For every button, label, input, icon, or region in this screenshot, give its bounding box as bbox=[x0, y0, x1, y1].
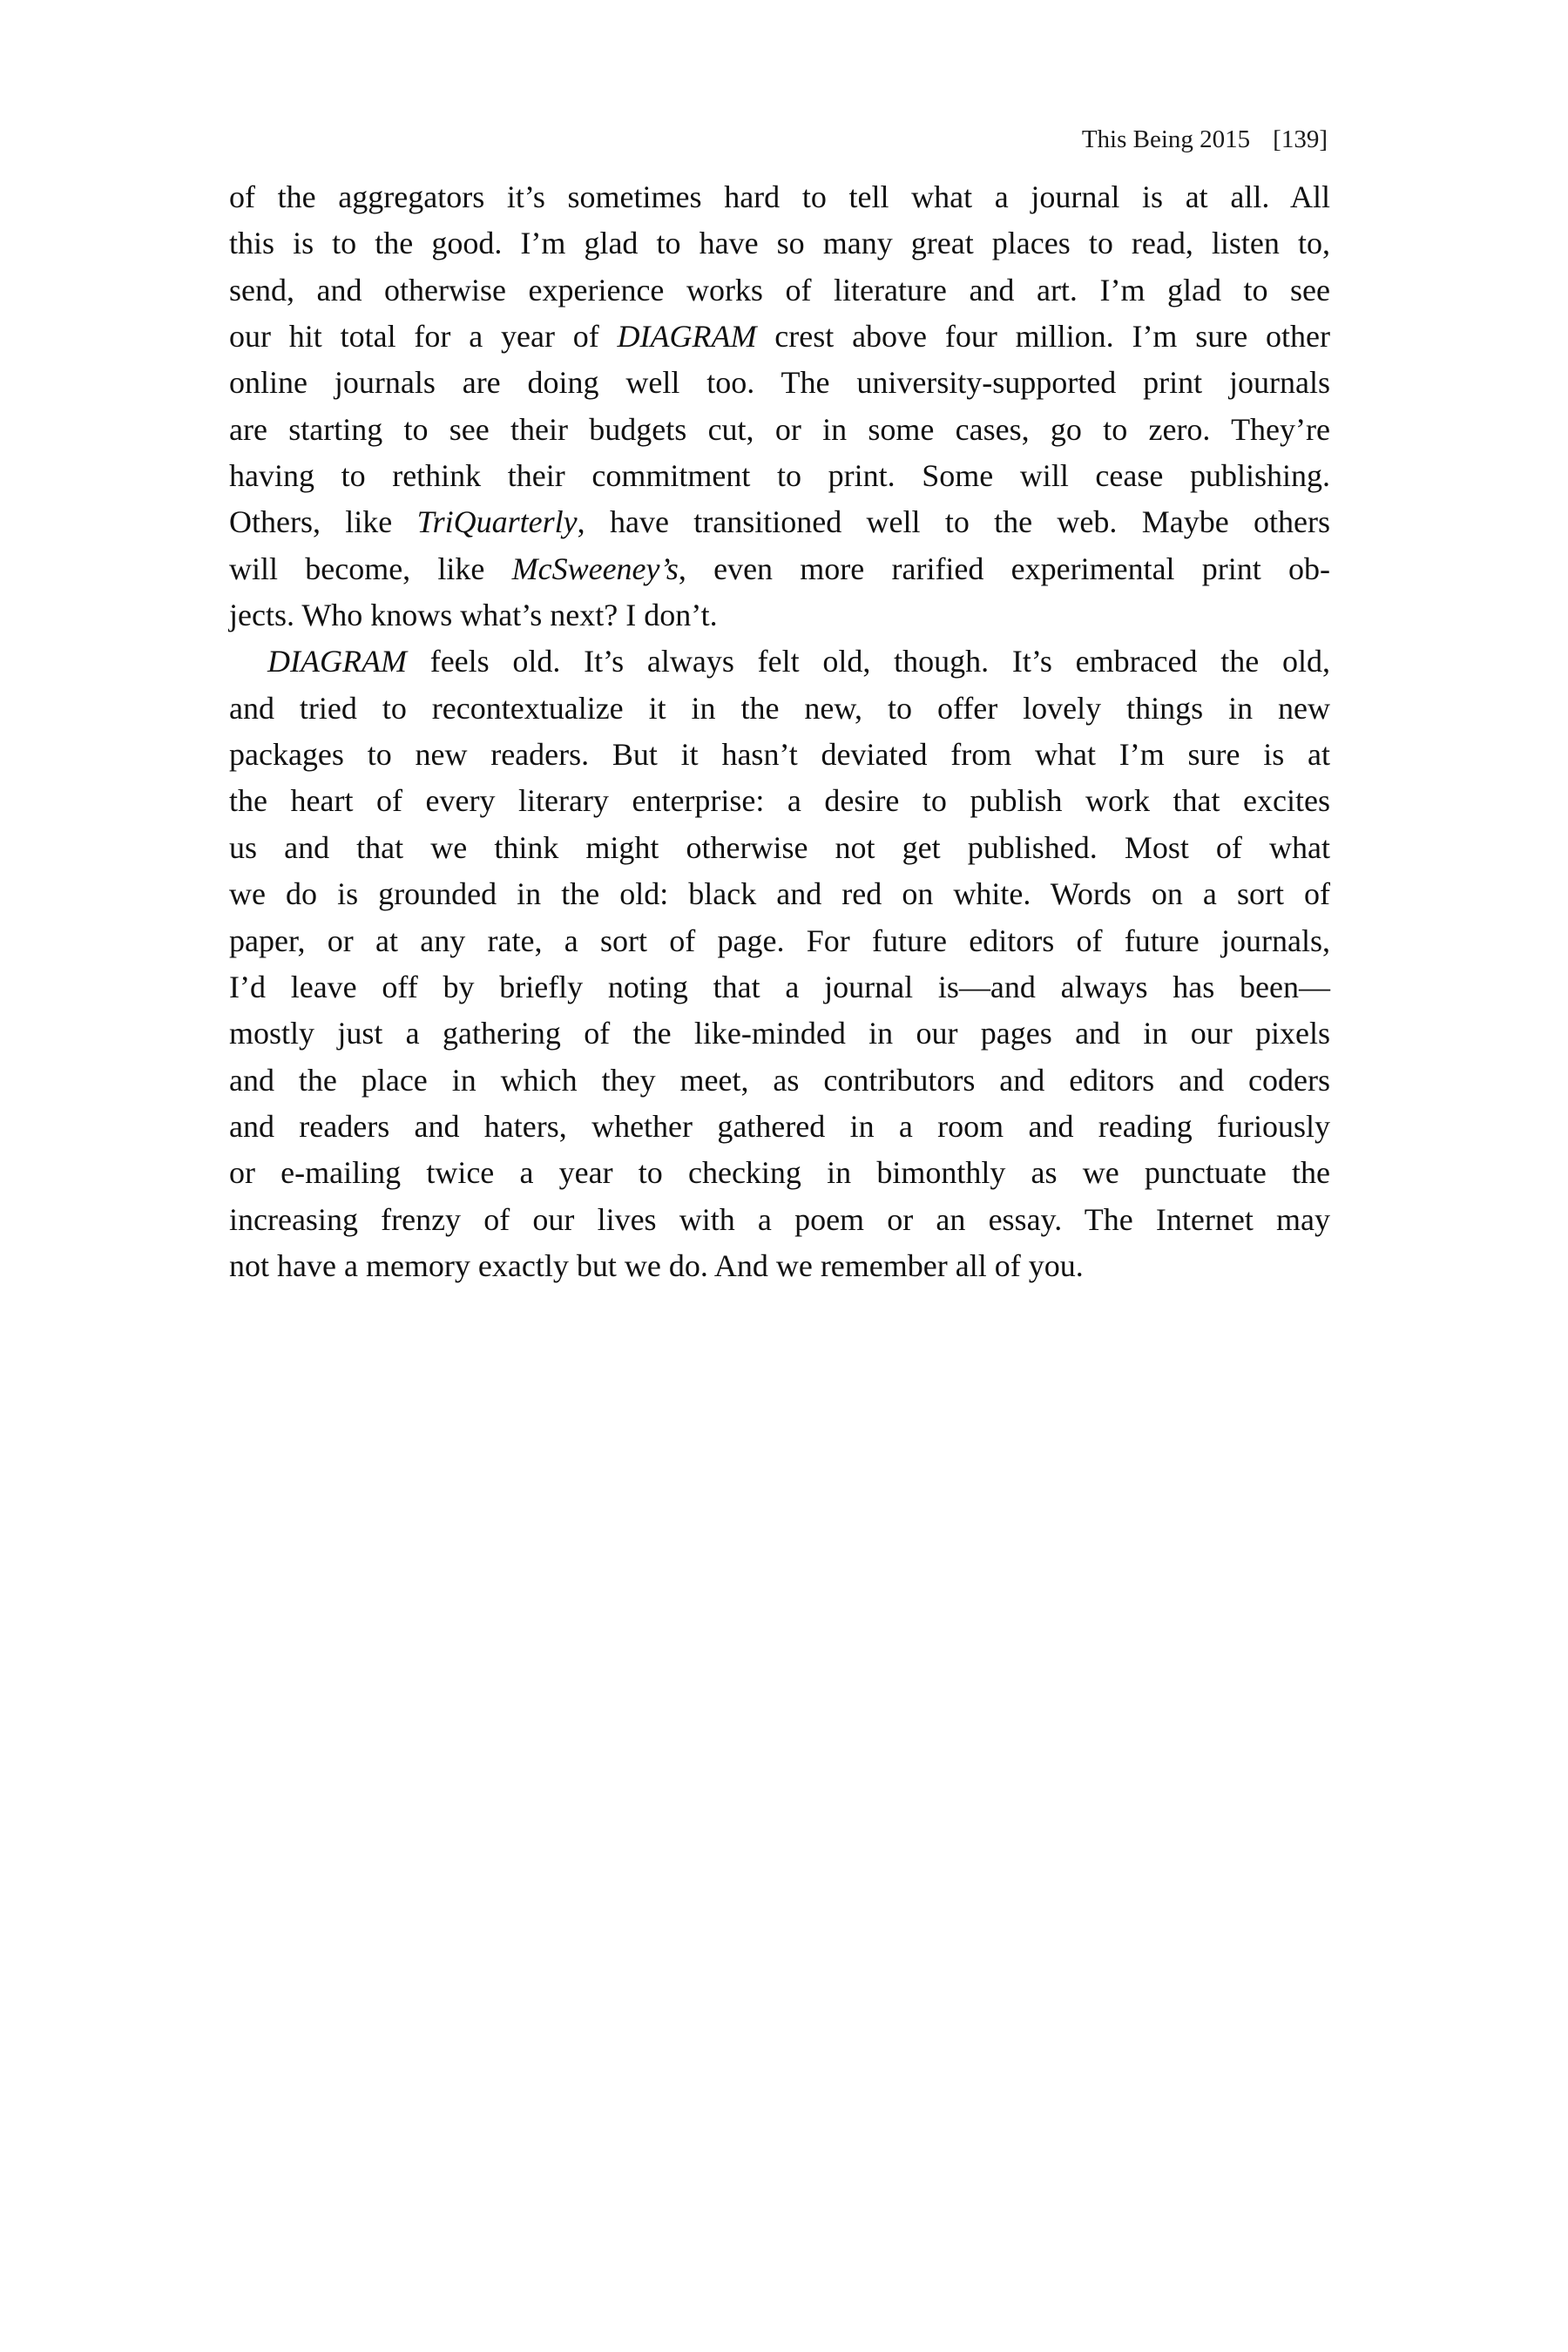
italic-title: McSweeney’s bbox=[511, 551, 679, 586]
text-run: this is to the good. I’m glad to have so many great places to read, listen to, bbox=[229, 226, 1330, 261]
text-run: our hit total for a year of bbox=[229, 319, 618, 355]
italic-title: DIAGRAM bbox=[267, 644, 407, 679]
italic-title: TriQuarterly bbox=[416, 504, 578, 540]
text-line bbox=[229, 499, 1330, 545]
italic-title: DIAGRAM bbox=[617, 319, 757, 355]
text-run: online journals are doing well too. The university-supported print journals bbox=[229, 365, 1330, 401]
text-run: increasing frenzy of our lives with a poem or an essay. The Internet may bbox=[229, 1201, 1330, 1237]
running-head bbox=[1082, 125, 1328, 154]
body-text bbox=[229, 174, 1330, 1289]
text-line bbox=[229, 1243, 1330, 1289]
text-line bbox=[229, 778, 1330, 824]
text-line bbox=[229, 220, 1330, 267]
text-line bbox=[229, 174, 1330, 220]
text-run: , even more rarified experimental print ob- bbox=[678, 551, 1330, 586]
text-line bbox=[229, 686, 1330, 732]
text-line bbox=[229, 871, 1330, 917]
text-run: , have transitioned well to the web. Maybe others bbox=[577, 504, 1330, 540]
page-number: [139] bbox=[1273, 125, 1328, 153]
running-head-title: This Being 2015 bbox=[1081, 125, 1251, 153]
text-line bbox=[229, 1197, 1330, 1243]
text-line bbox=[229, 407, 1330, 453]
text-run: crest above four million. I’m sure other bbox=[756, 319, 1330, 355]
text-run: of the aggregators it’s sometimes hard to tell what a journal is at all. All bbox=[229, 179, 1330, 214]
text-run: feels old. It’s always felt old, though. It’s embraced the old, bbox=[406, 644, 1330, 679]
text-run: packages to new readers. But it hasn’t deviated from what I’m sure is at bbox=[229, 737, 1330, 773]
text-line bbox=[229, 918, 1330, 964]
text-line bbox=[229, 267, 1330, 314]
text-run: and readers and haters, whether gathered in a room and reading furiously bbox=[229, 1108, 1330, 1144]
text-run: mostly just a gathering of the like-minded in our pages and in our pixels bbox=[229, 1016, 1330, 1051]
text-line bbox=[229, 1058, 1330, 1104]
text-run: jects. Who knows what’s next? I don’t. bbox=[229, 598, 718, 633]
text-run: send, and otherwise experience works of literature and art. I’m glad to see bbox=[229, 272, 1330, 308]
text-line bbox=[229, 360, 1330, 406]
text-line bbox=[229, 453, 1330, 499]
text-run: are starting to see their budgets cut, or in some cases, go to zero. They’re bbox=[229, 411, 1330, 447]
text-line bbox=[229, 825, 1330, 871]
text-run: Others, like bbox=[229, 504, 417, 540]
text-line bbox=[229, 592, 1330, 639]
text-line bbox=[229, 1010, 1330, 1057]
text-run: us and that we think might otherwise not get published. Most of what bbox=[229, 829, 1330, 865]
text-run: paper, or at any rate, a sort of page. For future editors of future journals, bbox=[229, 923, 1330, 958]
text-run: or e-mailing twice a year to checking in bimonthly as we punctuate the bbox=[229, 1155, 1330, 1191]
text-run: the heart of every literary enterprise: a desire to publish work that excites bbox=[229, 783, 1330, 819]
text-line bbox=[229, 964, 1330, 1010]
text-run: having to rethink their commitment to print. Some will cease publishing. bbox=[229, 458, 1330, 494]
text-line bbox=[229, 1104, 1330, 1150]
text-line bbox=[229, 732, 1330, 778]
text-line bbox=[229, 546, 1330, 592]
text-run: not have a memory exactly but we do. And we remember all of you. bbox=[229, 1247, 1084, 1283]
text-line bbox=[229, 639, 1330, 685]
text-run: and tried to recontextualize it in the new, to offer lovely things in new bbox=[229, 690, 1330, 726]
text-run: will become, like bbox=[229, 551, 512, 586]
text-line bbox=[229, 1150, 1330, 1196]
text-run: we do is grounded in the old: black and red on white. Words on a sort of bbox=[229, 876, 1330, 912]
text-run: I’d leave off by briefly noting that a journal is—and always has been— bbox=[229, 969, 1330, 1004]
text-run: and the place in which they meet, as contributors and editors and coders bbox=[229, 1062, 1330, 1098]
text-line bbox=[229, 314, 1330, 360]
